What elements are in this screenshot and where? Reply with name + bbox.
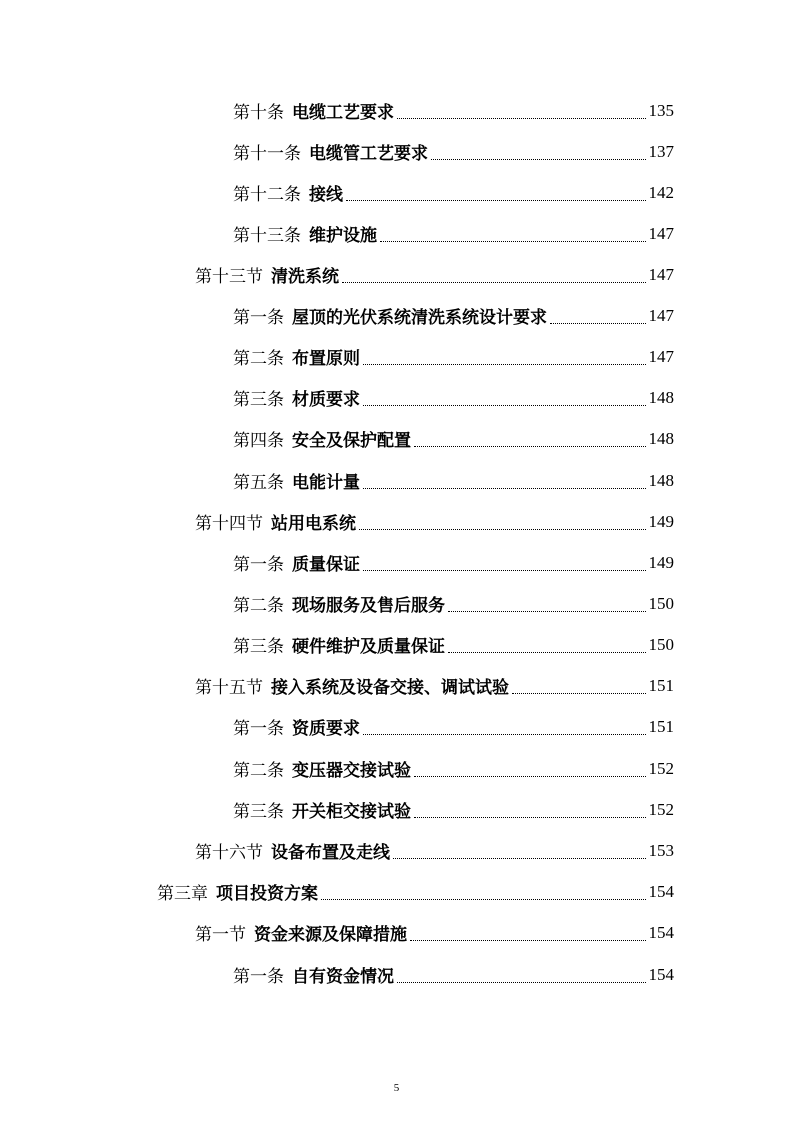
toc-entry[interactable] — [233, 954, 674, 995]
toc-entry[interactable] — [233, 542, 674, 583]
toc-entry[interactable] — [233, 789, 674, 830]
entry-number: 第一节 — [195, 925, 246, 945]
entry-number: 第十条 — [233, 103, 284, 123]
entry-page-number: 150 — [648, 593, 674, 613]
entry-number: 第三条 — [233, 637, 284, 657]
entry-page-number: 147 — [648, 346, 674, 366]
entry-title: 质量保证 — [292, 555, 360, 575]
toc-entry[interactable] — [233, 583, 674, 624]
dot-leader — [359, 529, 646, 530]
entry-page-number: 151 — [648, 716, 674, 736]
toc-entry[interactable] — [233, 336, 674, 377]
toc-entry[interactable] — [233, 624, 674, 665]
entry-number: 第十五节 — [195, 678, 263, 698]
entry-number: 第五条 — [233, 473, 284, 493]
entry-number: 第三章 — [157, 884, 208, 904]
entry-number: 第十二条 — [233, 185, 301, 205]
entry-title: 清洗系统 — [271, 267, 339, 287]
toc-entry[interactable] — [233, 213, 674, 254]
dot-leader — [550, 323, 646, 324]
dot-leader — [414, 446, 646, 447]
entry-number: 第四条 — [233, 431, 284, 451]
entry-page-number: 148 — [648, 428, 674, 448]
entry-page-number: 142 — [648, 182, 674, 202]
entry-page-number: 154 — [648, 922, 674, 942]
entry-title: 电缆管工艺要求 — [309, 144, 428, 164]
entry-title: 材质要求 — [292, 390, 360, 410]
dot-leader — [342, 282, 646, 283]
dot-leader — [414, 817, 646, 818]
toc-entry[interactable] — [195, 501, 674, 542]
entry-page-number: 153 — [648, 840, 674, 860]
entry-title: 站用电系统 — [271, 514, 356, 534]
dot-leader — [363, 364, 646, 365]
entry-title: 硬件维护及质量保证 — [292, 637, 445, 657]
dot-leader — [397, 982, 646, 983]
dot-leader — [431, 159, 646, 160]
toc-entry[interactable] — [233, 748, 674, 789]
entry-number: 第十四节 — [195, 514, 263, 534]
entry-title: 布置原则 — [292, 349, 360, 369]
dot-leader — [363, 405, 646, 406]
entry-number: 第一条 — [233, 308, 284, 328]
dot-leader — [346, 200, 646, 201]
entry-title: 变压器交接试验 — [292, 761, 411, 781]
dot-leader — [380, 241, 646, 242]
entry-number: 第一条 — [233, 555, 284, 575]
entry-page-number: 147 — [648, 264, 674, 284]
entry-title: 安全及保护配置 — [292, 431, 411, 451]
entry-page-number: 149 — [648, 552, 674, 572]
dot-leader — [321, 899, 646, 900]
dot-leader — [363, 734, 646, 735]
entry-title: 项目投资方案 — [216, 884, 318, 904]
toc-entry[interactable] — [233, 706, 674, 747]
entry-title: 电能计量 — [292, 473, 360, 493]
entry-page-number: 152 — [648, 758, 674, 778]
toc-entry[interactable] — [233, 377, 674, 418]
entry-title: 资金来源及保障措施 — [254, 925, 407, 945]
toc-entry[interactable] — [233, 418, 674, 459]
entry-number: 第三条 — [233, 802, 284, 822]
toc-entry[interactable] — [233, 460, 674, 501]
entry-page-number: 150 — [648, 634, 674, 654]
entry-number: 第一条 — [233, 719, 284, 739]
entry-page-number: 135 — [648, 100, 674, 120]
entry-page-number: 137 — [648, 141, 674, 161]
entry-title: 接入系统及设备交接、调试试验 — [271, 678, 509, 698]
dot-leader — [363, 570, 646, 571]
toc-entry[interactable] — [195, 665, 674, 706]
dot-leader — [397, 118, 646, 119]
entry-page-number: 152 — [648, 799, 674, 819]
entry-page-number: 148 — [648, 387, 674, 407]
toc-entry[interactable] — [195, 912, 674, 953]
entry-title: 屋顶的光伏系统清洗系统设计要求 — [292, 308, 547, 328]
dot-leader — [393, 858, 646, 859]
toc-entry[interactable] — [195, 830, 674, 871]
entry-number: 第一条 — [233, 967, 284, 987]
dot-leader — [448, 611, 646, 612]
entry-number: 第二条 — [233, 596, 284, 616]
entry-page-number: 148 — [648, 470, 674, 490]
entry-title: 维护设施 — [309, 226, 377, 246]
entry-number: 第十一条 — [233, 144, 301, 164]
entry-title: 开关柜交接试验 — [292, 802, 411, 822]
entry-number: 第十三条 — [233, 226, 301, 246]
entry-number: 第二条 — [233, 349, 284, 369]
dot-leader — [410, 940, 646, 941]
toc-entry[interactable] — [233, 90, 674, 131]
entry-title: 自有资金情况 — [292, 967, 394, 987]
dot-leader — [448, 652, 646, 653]
entry-page-number: 147 — [648, 223, 674, 243]
entry-page-number: 154 — [648, 964, 674, 984]
entry-title: 资质要求 — [292, 719, 360, 739]
page-number: 5 — [393, 1082, 400, 1094]
toc-entry[interactable] — [195, 254, 674, 295]
entry-title: 电缆工艺要求 — [292, 103, 394, 123]
dot-leader — [512, 693, 646, 694]
entry-number: 第十六节 — [195, 843, 263, 863]
entry-number: 第十三节 — [195, 267, 263, 287]
entry-title: 接线 — [309, 185, 343, 205]
entry-page-number: 147 — [648, 305, 674, 325]
entry-title: 现场服务及售后服务 — [292, 596, 445, 616]
entry-number: 第三条 — [233, 390, 284, 410]
toc-entry[interactable] — [233, 295, 674, 336]
entry-number: 第二条 — [233, 761, 284, 781]
dot-leader — [363, 488, 646, 489]
toc-entry[interactable] — [233, 131, 674, 172]
toc-entry[interactable] — [157, 871, 674, 912]
entry-page-number: 154 — [648, 881, 674, 901]
entry-page-number: 149 — [648, 511, 674, 531]
toc-entry[interactable] — [233, 172, 674, 213]
dot-leader — [414, 776, 646, 777]
entry-page-number: 151 — [648, 675, 674, 695]
entry-title: 设备布置及走线 — [271, 843, 390, 863]
